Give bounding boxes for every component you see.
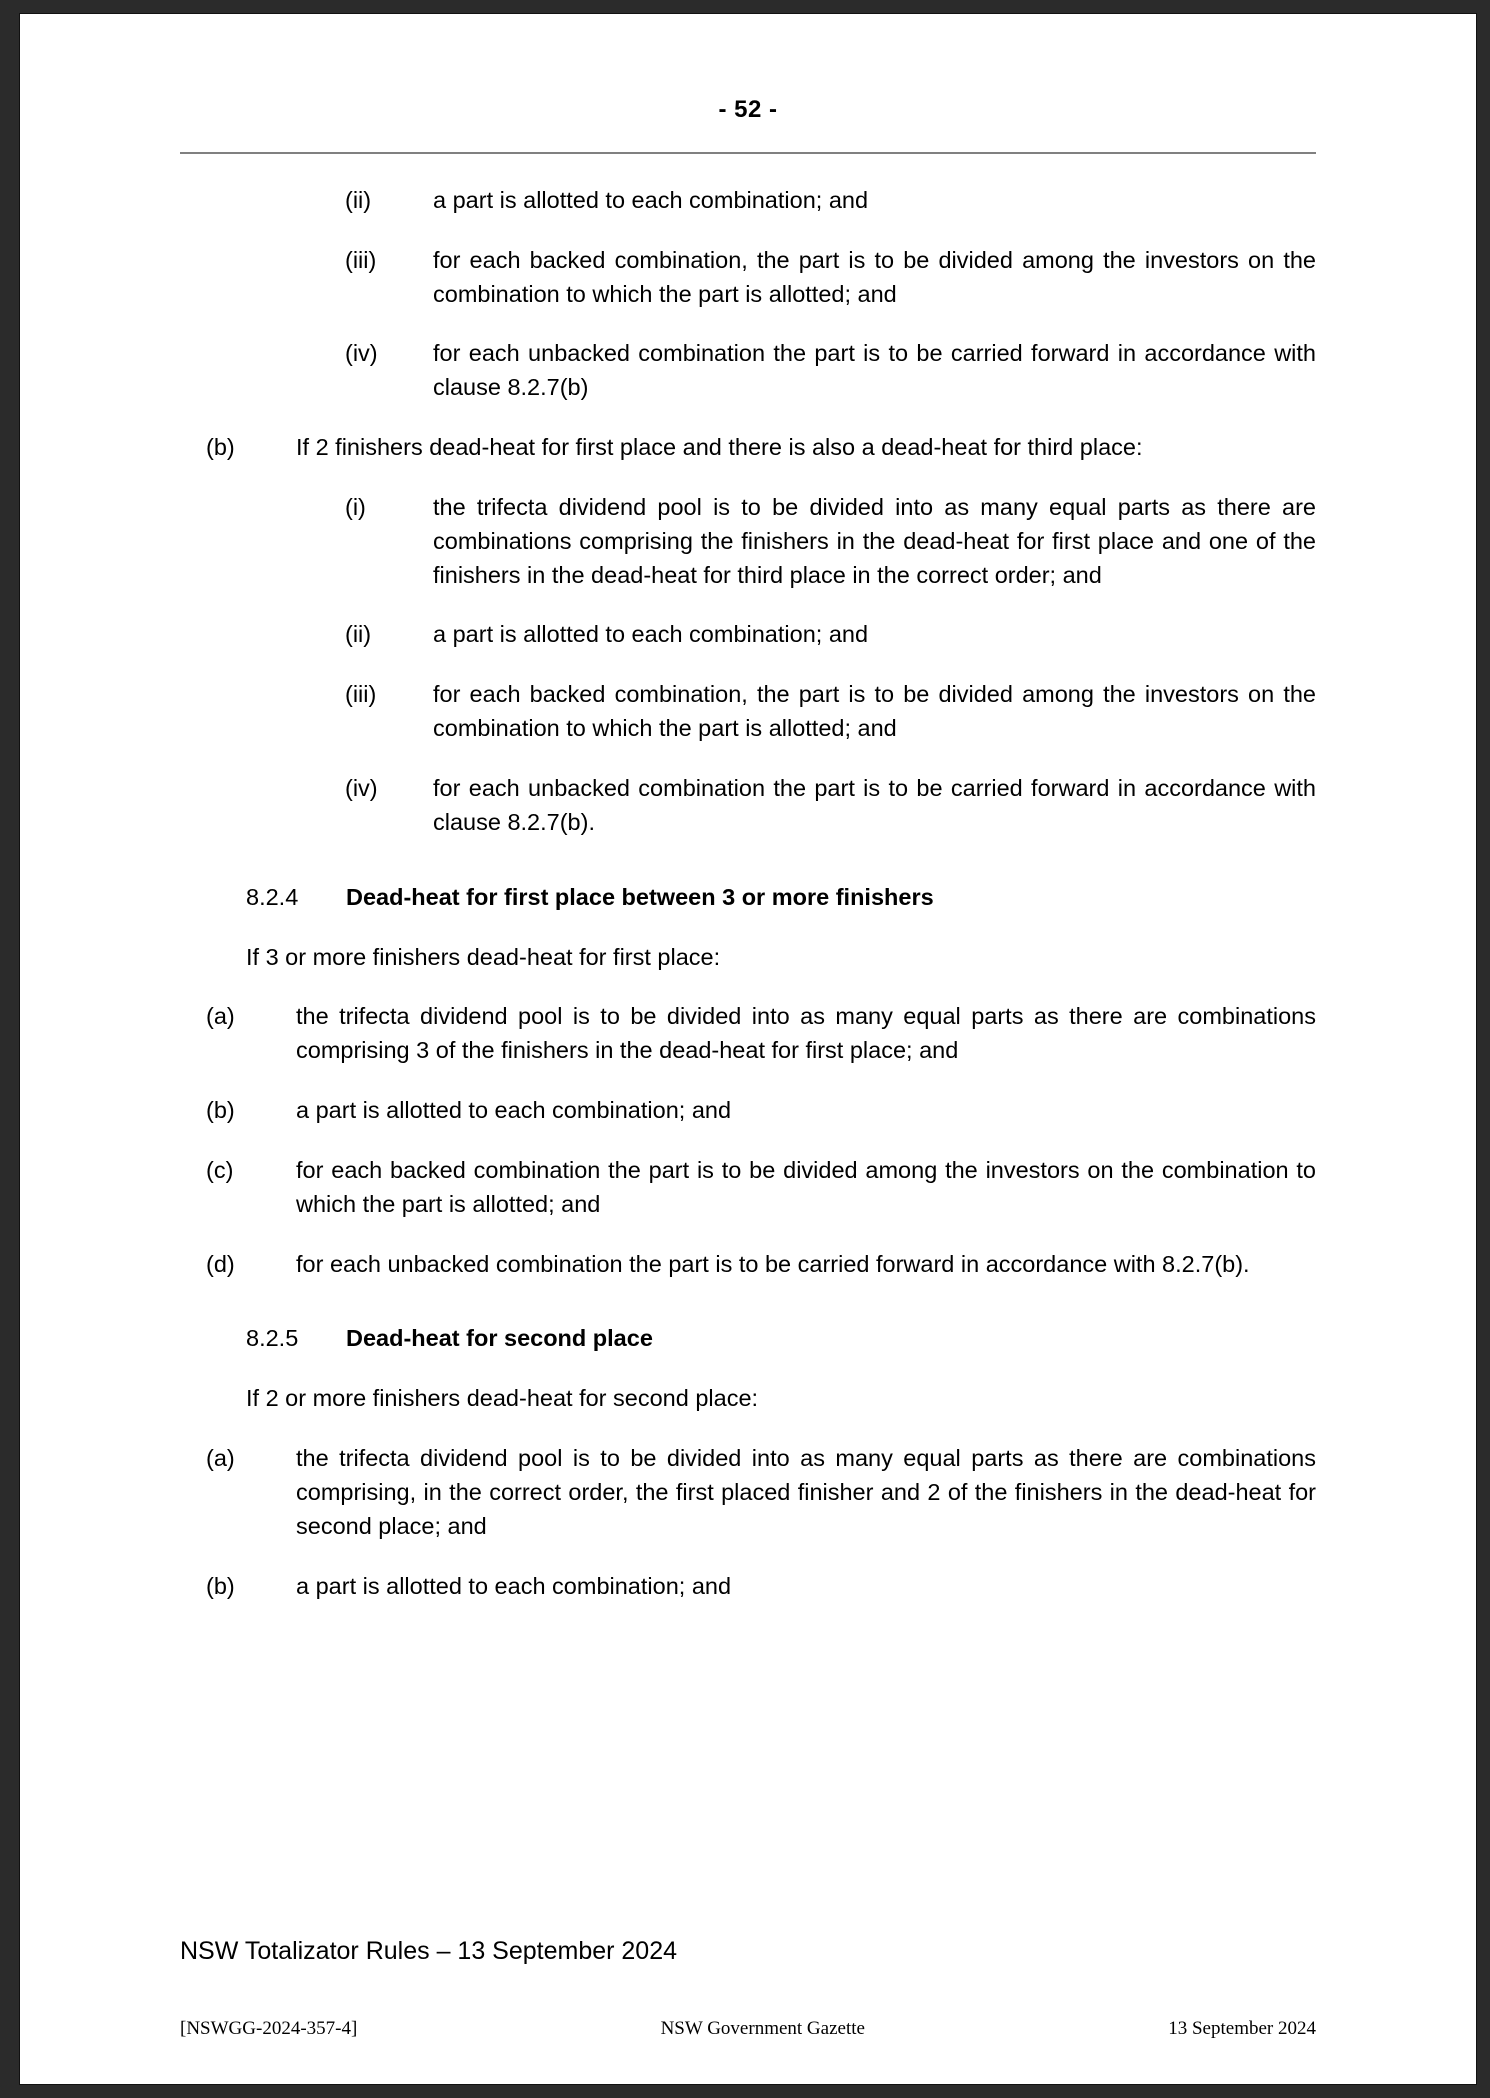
clause-marker: (b) bbox=[206, 1572, 235, 1599]
clause-text: the trifecta dividend pool is to be divided into as many equal parts as there are combinations comprising the finishers in the dead-heat for first place and one of the finishers in the dead-heat for third place in the correct order; and bbox=[433, 493, 1316, 588]
clause-marker: (a) bbox=[206, 1445, 235, 1472]
clause-marker: (c) bbox=[206, 1156, 234, 1183]
clause-item bbox=[180, 431, 1316, 465]
clause-marker: (iii) bbox=[345, 246, 377, 273]
section-heading bbox=[180, 1325, 1316, 1352]
clause-text: for each unbacked combination the part is to be carried forward in accordance with clause 8.2.7(b) bbox=[433, 340, 1316, 401]
clause-item bbox=[180, 337, 1316, 405]
clause-item bbox=[180, 1570, 1316, 1604]
clause-item bbox=[180, 772, 1316, 840]
clause-marker: (a) bbox=[206, 1003, 235, 1030]
clause-marker: (i) bbox=[345, 493, 366, 520]
clause-text: for each unbacked combination the part is to be carried forward in accordance with clause 8.2.7(b). bbox=[433, 774, 1316, 835]
section-lead-in: If 3 or more finishers dead-heat for first place: bbox=[246, 943, 721, 970]
gazette-name: NSW Government Gazette bbox=[660, 2018, 865, 2039]
clause-marker: (b) bbox=[206, 1097, 235, 1124]
clause-marker: (iii) bbox=[345, 681, 377, 708]
clause-text: the trifecta dividend pool is to be divided into as many equal parts as there are combinations comprising 3 of the finishers in the dead-heat for first place; and bbox=[296, 1003, 1316, 1064]
clause-item bbox=[180, 1154, 1316, 1222]
section-heading bbox=[180, 884, 1316, 911]
clause-marker: (ii) bbox=[345, 621, 372, 648]
clause-text: for each backed combination, the part is to be divided among the investors on the combination to which the part is allotted; and bbox=[433, 246, 1316, 307]
clause-marker: (d) bbox=[206, 1250, 235, 1277]
page-body bbox=[20, 184, 1476, 1604]
clause-text: the trifecta dividend pool is to be divided into as many equal parts as there are combinations comprising, in the correct order, the first placed finisher and 2 of the finishers in the dead-heat for second place; and bbox=[296, 1445, 1316, 1539]
section-title: Dead-heat for second place bbox=[346, 1325, 653, 1352]
section-lead-in: If 2 or more finishers dead-heat for second place: bbox=[246, 1385, 759, 1412]
clause-item bbox=[180, 1442, 1316, 1543]
clause-item bbox=[180, 1094, 1316, 1128]
clause-text: a part is allotted to each combination; and bbox=[296, 1097, 732, 1124]
clause-item bbox=[180, 244, 1316, 312]
document-footer-title: NSW Totalizator Rules – 13 September 2024 bbox=[180, 1937, 678, 1965]
clause-item bbox=[180, 491, 1316, 592]
clause-item bbox=[180, 184, 1316, 218]
clause-text: a part is allotted to each combination; and bbox=[433, 621, 869, 648]
gazette-footer bbox=[180, 2018, 1316, 2040]
clause-text: a part is allotted to each combination; and bbox=[296, 1572, 732, 1599]
section-title: Dead-heat for first place between 3 or more finishers bbox=[346, 883, 934, 910]
section-number: 8.2.5 bbox=[246, 1325, 299, 1352]
clause-marker: (b) bbox=[206, 434, 235, 461]
gazette-date: 13 September 2024 bbox=[1168, 2018, 1316, 2039]
clause-item bbox=[180, 678, 1316, 746]
header-divider bbox=[180, 152, 1316, 154]
clause-text: If 2 finishers dead-heat for first place and there is also a dead-heat for third place: bbox=[296, 434, 1143, 461]
clause-marker: (iv) bbox=[345, 340, 378, 367]
clause-text: a part is allotted to each combination; and bbox=[433, 187, 869, 213]
page-number: - 52 - bbox=[718, 96, 778, 123]
clause-marker: (iv) bbox=[345, 774, 378, 801]
clause-text: for each unbacked combination the part is to be carried forward in accordance with 8.2.7(b). bbox=[296, 1250, 1250, 1277]
clause-item bbox=[180, 1248, 1316, 1282]
clause-item bbox=[180, 618, 1316, 652]
clause-item bbox=[180, 1000, 1316, 1068]
document-page bbox=[20, 14, 1476, 2084]
gazette-reference: [NSWGG-2024-357-4] bbox=[180, 2018, 358, 2039]
section-number: 8.2.4 bbox=[246, 883, 299, 910]
clause-text: for each backed combination the part is to be divided among the investors on the combination to which the part is allotted; and bbox=[296, 1156, 1316, 1217]
clause-text: for each backed combination, the part is to be divided among the investors on the combination to which the part is allotted; and bbox=[433, 681, 1316, 742]
clause-marker: (ii) bbox=[345, 187, 372, 213]
